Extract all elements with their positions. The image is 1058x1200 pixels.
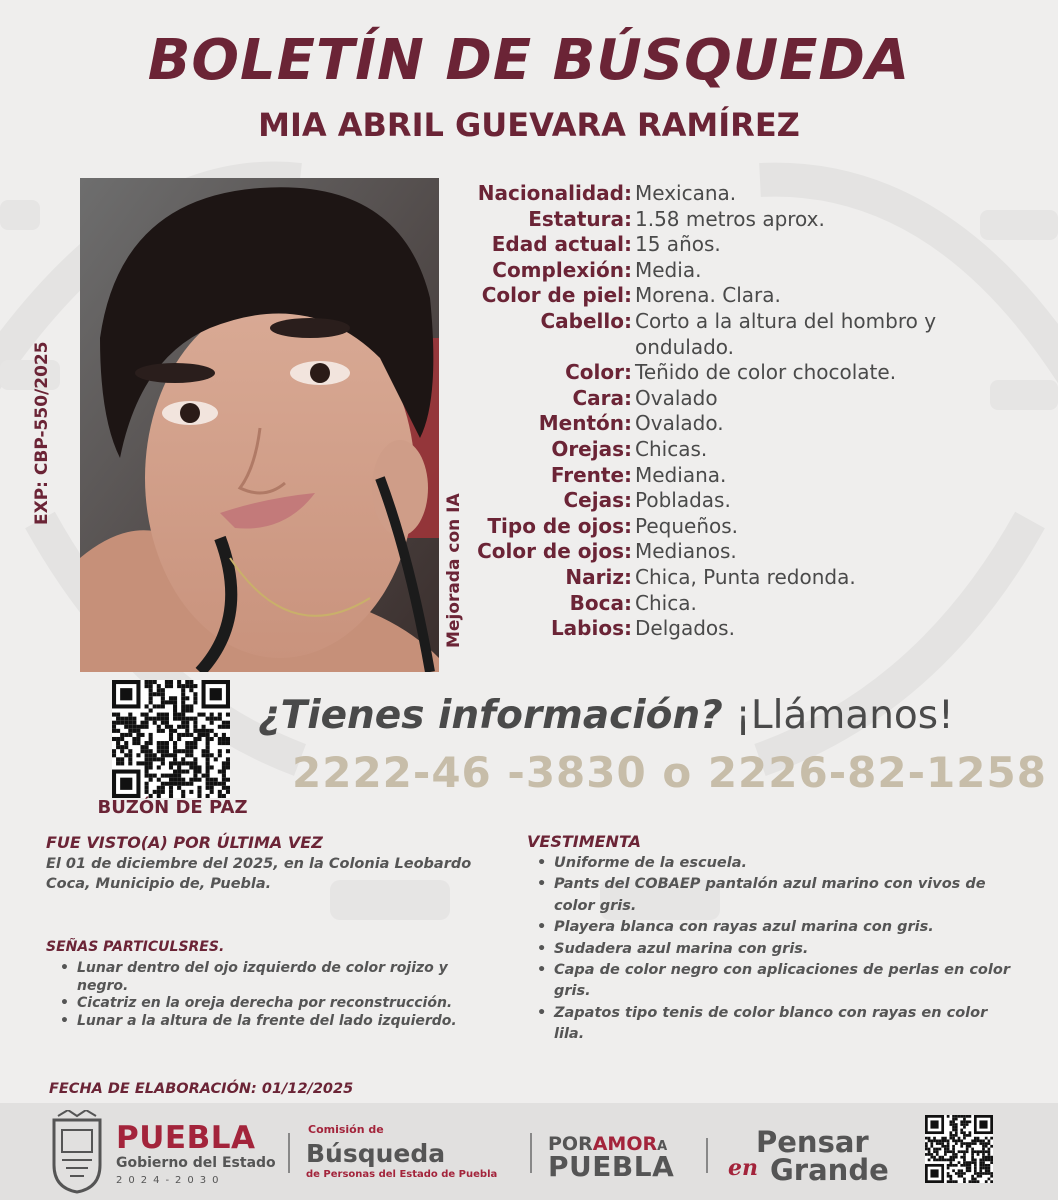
phone-numbers[interactable]: 2222-46 -3830 o 2226-82-1258 (292, 748, 1047, 797)
attribute-value: Chica, Punta redonda. (635, 564, 856, 589)
attribute-value: 15 años. (635, 232, 721, 257)
attribute-value: 1.58 metros aprox. (635, 206, 825, 231)
vestimenta-list (537, 853, 1017, 1046)
person-photo (80, 178, 439, 672)
footer-logos (0, 1103, 1058, 1200)
list-item: • Capa de color negro con aplicaciones de perlas en color gris. (537, 960, 1017, 1003)
attribute-label: Cejas: (563, 488, 632, 513)
vestimenta-heading: VESTIMENTA (527, 832, 641, 851)
attribute-row (440, 232, 1040, 258)
contact-question (258, 693, 954, 738)
a-text: A (657, 1139, 668, 1154)
attribute-row (440, 591, 1040, 617)
attribute-label: Complexión: (492, 257, 632, 282)
last-seen-heading: FUE VISTO(A) POR ÚLTIMA VEZ (46, 833, 323, 852)
amor-text: AMOR (592, 1133, 658, 1155)
list-item: • Pants del COBAEP pantalón azul marino con vivos de color gris. (537, 874, 1017, 917)
attribute-value: Medianos. (635, 539, 737, 564)
comision-text-2: Búsqueda (306, 1139, 446, 1168)
pensar-text: Pensar (756, 1125, 869, 1159)
footer-qr-code[interactable] (925, 1115, 993, 1183)
attribute-row (440, 309, 1040, 360)
attribute-row (440, 258, 1040, 284)
attribute-value: Media. (635, 257, 702, 282)
list-item: • Lunar a la altura de la frente del lado izquierdo. (60, 1013, 490, 1031)
attribute-row (440, 565, 1040, 591)
attribute-value: Chica. (635, 590, 697, 615)
comision-text-3: de Personas del Estado de Puebla (306, 1169, 498, 1180)
attribute-label: Color de piel: (481, 283, 632, 308)
attribute-label: Orejas: (551, 436, 632, 461)
por-text: POR (548, 1133, 593, 1155)
coat-of-arms-icon (48, 1110, 106, 1194)
divider (706, 1138, 708, 1173)
attribute-label: Nariz: (565, 564, 632, 589)
list-item: • Cicatriz en la oreja derecha por reconstrucción. (60, 995, 490, 1013)
attribute-row (440, 411, 1040, 437)
elaboration-date: FECHA DE ELABORACIÓN: 01/12/2025 (49, 1081, 354, 1097)
attribute-label: Color de ojos: (477, 539, 632, 564)
attribute-label: Estatura: (528, 206, 632, 231)
senas-heading: SEÑAS PARTICULSRES. (46, 939, 225, 955)
physical-attributes (440, 181, 1040, 642)
attribute-label: Labios: (550, 616, 632, 641)
grande-text: Grande (770, 1153, 889, 1187)
list-item: • Zapatos tipo tenis de color blanco con rayas en color lila. (537, 1003, 1017, 1046)
attribute-value: Pequeños. (635, 513, 739, 538)
divider (530, 1133, 532, 1173)
attribute-label: Mentón: (538, 411, 632, 436)
attribute-value: Corto a la altura del hombro y ondulado. (635, 308, 937, 359)
attribute-value: Morena. Clara. (635, 283, 781, 308)
attribute-value: Delgados. (635, 616, 735, 641)
last-seen-text: El 01 de diciembre del 2025, en la Colonia Leobardo Coca, Municipio de, Puebla. (46, 856, 472, 892)
attribute-row (440, 360, 1040, 386)
attribute-value: Ovalado (635, 385, 718, 410)
senas-list (60, 960, 490, 1030)
attribute-row (440, 207, 1040, 233)
attribute-label: Nacionalidad: (477, 181, 632, 205)
attribute-value: Pobladas. (635, 488, 731, 513)
list-item: • Lunar dentro del ojo izquierdo de color rojizo y negro. (60, 960, 490, 995)
attribute-row (440, 437, 1040, 463)
list-item: • Playera blanca con rayas azul marina con gris. (537, 917, 1017, 938)
en-text: en (728, 1155, 758, 1181)
attribute-value: Teñido de color chocolate. (635, 360, 897, 385)
attribute-row (440, 616, 1040, 642)
attribute-value: Chicas. (635, 436, 708, 461)
person-name: MIA ABRIL GUEVARA RAMÍREZ (258, 106, 800, 144)
comision-text-1: Comisión de (308, 1123, 384, 1136)
attribute-row (440, 488, 1040, 514)
attribute-value: Mediana. (635, 462, 727, 487)
attribute-label: Tipo de ojos: (487, 513, 632, 538)
attribute-row (440, 181, 1040, 207)
attribute-label: Frente: (550, 462, 632, 487)
attribute-row (440, 386, 1040, 412)
attribute-label: Cabello: (540, 308, 632, 333)
qr-code[interactable] (112, 680, 230, 798)
attribute-label: Cara: (572, 385, 632, 410)
attribute-label: Edad actual: (491, 232, 632, 257)
list-item: • Uniforme de la escuela. (537, 853, 1017, 874)
attribute-row (440, 514, 1040, 540)
attribute-row (440, 283, 1040, 309)
attribute-label: Boca: (569, 590, 632, 615)
call-text: ¡Llámanos! (735, 693, 954, 738)
years-text: 2024-2030 (116, 1175, 225, 1186)
qr-caption: BUZÓN DE PAZ (97, 797, 248, 818)
attribute-label: Color: (565, 360, 632, 385)
question-text: ¿Tienes información? (258, 693, 723, 738)
attribute-row (440, 463, 1040, 489)
attribute-row (440, 539, 1040, 565)
puebla-logo-text: PUEBLA (116, 1120, 256, 1156)
attribute-value: Ovalado. (635, 411, 724, 436)
attribute-value: Mexicana. (635, 181, 737, 205)
divider (288, 1133, 290, 1173)
gobierno-text: Gobierno del Estado (116, 1155, 276, 1171)
list-item: • Sudadera azul marina con gris. (537, 939, 1017, 960)
page-title: BOLETÍN DE BÚSQUEDA (147, 28, 911, 93)
por-amor-puebla-text: PUEBLA (548, 1150, 675, 1183)
